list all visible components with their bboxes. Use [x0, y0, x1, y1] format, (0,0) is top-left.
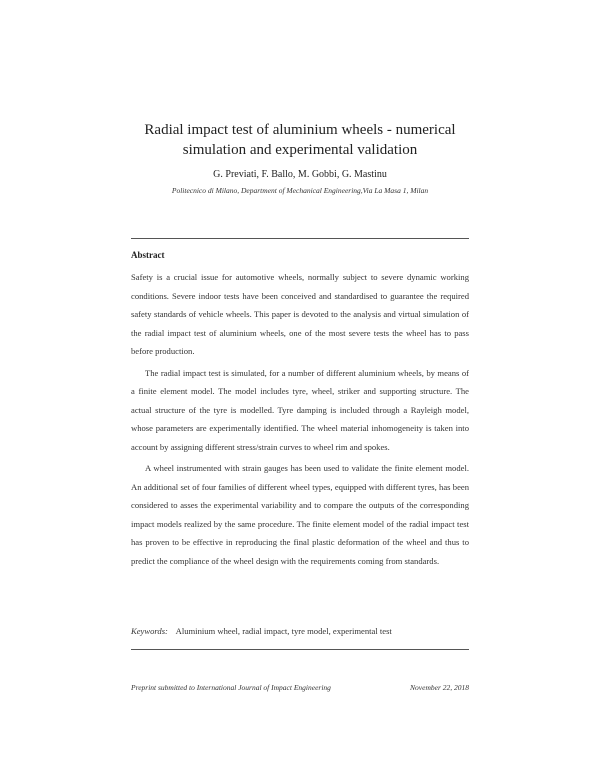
preprint-note: Preprint submitted to International Journal of Impact Engineering: [131, 683, 331, 692]
abstract-bottom-rule: [131, 649, 469, 650]
paper-title-line-2: simulation and experimental validation: [182, 142, 418, 158]
paper-authors: G. Previati, F. Ballo, M. Gobbi, G. Mastinu: [213, 169, 387, 180]
keywords-text: Aluminium wheel, radial impact, tyre model, experimental test: [175, 626, 392, 636]
abstract-paragraph-2: The radial impact test is simulated, for a number of different aluminium wheels, by means of a finite element model. The model includes tyre, wheel, striker and supporting structure. The actual structure of the tyre is modelled. Tyre damping is included through a Rayleigh model, whose parameters are experimentally identified. The wheel material inhomogeneity is taken into account by assigning different stress/strain curves to wheel rim and spokes.: [131, 367, 469, 452]
preprint-date: November 22, 2018: [410, 683, 469, 692]
keywords-label: Keywords:: [131, 626, 168, 636]
abstract-paragraph-1: Safety is a crucial issue for automotive wheels, normally subject to severe dynamic working conditions. Severe indoor tests have been conceived and standardised to guarantee the required safety standards of vehicle wheels. This paper is devoted to the analysis and virtual simulation of the radial impact test of aluminium wheels, one of the most severe tests the wheel has to pass before production.: [131, 272, 469, 356]
abstract-paragraph-3: A wheel instrumented with strain gauges has been used to validate the finite element model. An additional set of four families of different wheel types, equipped with different tyres, has been considered to asses the experimental variability and to compare the outputs of the corresponding impact models realized by the same procedure. The finite element model of the radial impact test has proven to be effective in reproducing the final plastic deformation of the wheel and thus to predict the compliance of the wheel design with the requirements coming from standards.: [131, 463, 469, 566]
paper-affiliation: Politecnico di Milano, Department of Mechanical Engineering,Via La Masa 1, Milan: [171, 186, 429, 195]
abstract-heading: Abstract: [131, 250, 165, 260]
abstract-top-rule: [131, 238, 469, 239]
paper-title-line-1: Radial impact test of aluminium wheels - numerical: [144, 122, 456, 138]
abstract-body: [131, 268, 469, 570]
page-footer: [131, 683, 469, 692]
paper-title: [100, 120, 500, 160]
keywords-line: [131, 626, 469, 636]
